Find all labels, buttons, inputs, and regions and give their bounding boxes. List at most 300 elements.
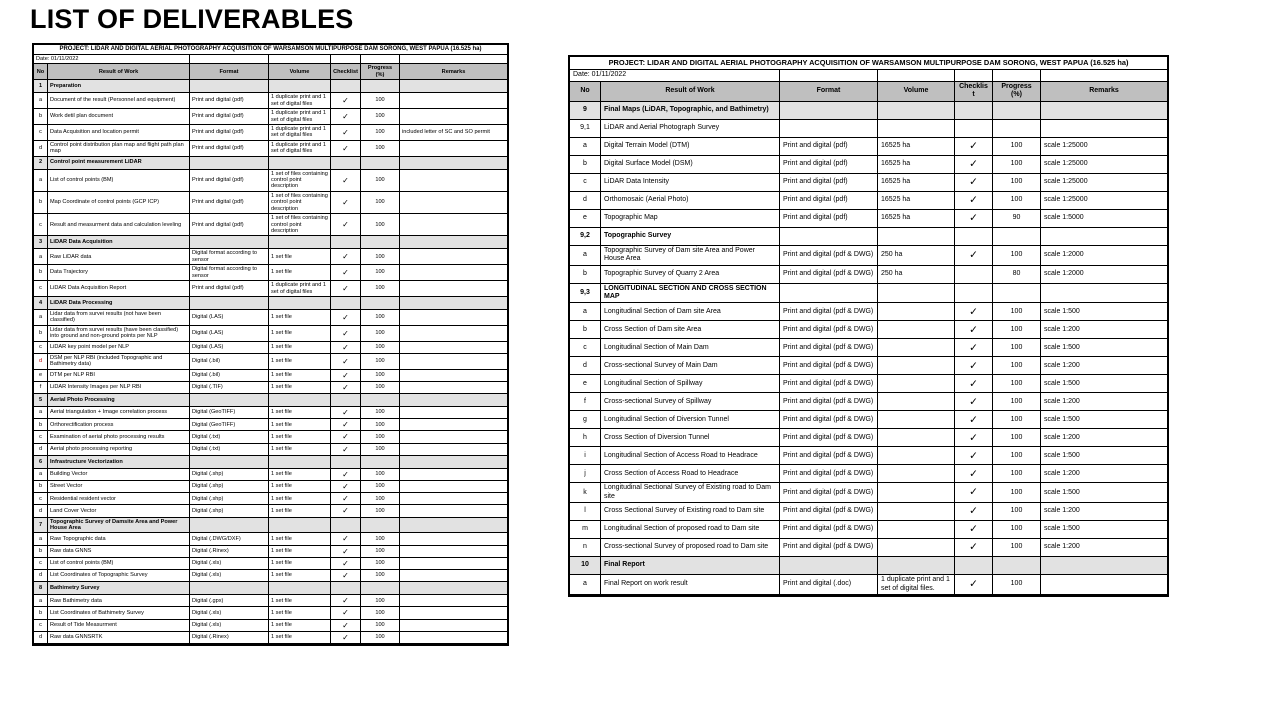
cell-volume: 250 ha [878, 246, 955, 266]
cell-volume: 1 set of files containing control point description [269, 192, 331, 214]
cell-progress: 100 [993, 521, 1041, 539]
cell-volume: 1 set file [269, 481, 331, 493]
cell-volume: 1 set file [269, 265, 331, 281]
cell-no: a [34, 310, 48, 326]
table-row [34, 407, 507, 419]
table-row [570, 411, 1167, 429]
cell-volume: 1 duplicate print and 1 set of digital files [269, 141, 331, 157]
table-row [34, 382, 507, 394]
cell-progress: 100 [993, 503, 1041, 521]
cell-remarks [400, 493, 507, 505]
date-spacer-cell [361, 55, 400, 64]
cell-no: a [34, 249, 48, 265]
cell-volume [878, 375, 955, 393]
cell-result-of-work: Result of Tide Measurment [48, 620, 190, 632]
cell-empty [331, 297, 361, 310]
cell-empty [1041, 102, 1167, 120]
cell-remarks [400, 431, 507, 443]
table-row [34, 192, 507, 214]
cell-no: 7 [34, 518, 48, 534]
date-spacer-cell [955, 70, 993, 82]
cell-empty [400, 80, 507, 93]
checkmark-icon: ✓ [955, 429, 993, 447]
checkmark-icon: ✓ [331, 444, 361, 456]
checkmark-icon: ✓ [331, 431, 361, 443]
cell-volume [878, 357, 955, 375]
checkmark-icon: ✓ [331, 407, 361, 419]
cell-format: Print and digital (pdf & DWG) [780, 339, 878, 357]
table-row [570, 483, 1167, 503]
cell-empty [780, 120, 878, 138]
cell-format: Print and digital (pdf & DWG) [780, 539, 878, 557]
checkmark-icon: ✓ [955, 321, 993, 339]
cell-no: a [34, 533, 48, 545]
cell-no: 6 [34, 456, 48, 469]
cell-remarks [400, 595, 507, 607]
cell-no: 4 [34, 297, 48, 310]
cell-no: c [34, 125, 48, 141]
cell-no: b [34, 607, 48, 619]
cell-progress: 100 [993, 357, 1041, 375]
cell-empty [878, 120, 955, 138]
cell-section-title: Final Report [601, 557, 780, 575]
cell-no: i [570, 447, 601, 465]
cell-no: c [34, 620, 48, 632]
cell-empty [780, 557, 878, 575]
table-row [570, 339, 1167, 357]
cell-empty [269, 157, 331, 170]
table-row [570, 521, 1167, 539]
table-row [34, 394, 507, 407]
checkmark-icon: ✓ [331, 533, 361, 545]
cell-volume: 16525 ha [878, 192, 955, 210]
cell-remarks [400, 354, 507, 370]
checkmark-icon: ✓ [331, 607, 361, 619]
cell-progress: 100 [361, 469, 400, 481]
cell-remarks [400, 607, 507, 619]
deliverables-table-page2 [568, 55, 1169, 597]
cell-format: Print and digital (pdf) [190, 170, 269, 192]
cell-progress: 100 [993, 465, 1041, 483]
cell-result-of-work: List Coordinates of Bathimetry Survey [48, 607, 190, 619]
cell-empty [993, 557, 1041, 575]
cell-progress: 100 [361, 370, 400, 382]
cell-remarks: scale 1:25000 [1041, 192, 1167, 210]
table-row [34, 281, 507, 297]
cell-volume: 16525 ha [878, 174, 955, 192]
date-spacer-cell [1041, 70, 1167, 82]
cell-volume: 1 set file [269, 632, 331, 644]
cell-format: Print and digital (pdf & DWG) [780, 246, 878, 266]
cell-result-of-work: Work detil plan document [48, 109, 190, 125]
cell-no: 9,2 [570, 228, 601, 246]
cell-progress: 100 [361, 281, 400, 297]
cell-empty [269, 236, 331, 249]
cell-result-of-work: DSM per NLP RBI (included Topographic and Bathimetry data) [48, 354, 190, 370]
cell-format: Digital format according to sensor [190, 265, 269, 281]
cell-progress: 100 [993, 429, 1041, 447]
column-header: Volume [269, 64, 331, 80]
cell-empty [955, 120, 993, 138]
cell-no: b [34, 546, 48, 558]
cell-format: Digital (.shp) [190, 493, 269, 505]
table-row [34, 297, 507, 310]
cell-format: Print and digital (pdf) [780, 174, 878, 192]
cell-result-of-work: Document of the result (Personnel and equipment) [48, 93, 190, 109]
cell-empty [955, 284, 993, 304]
cell-progress: 80 [993, 266, 1041, 284]
cell-result-of-work: Aerial photo processing reporting [48, 444, 190, 456]
cell-section-title: Aerial Photo Processing [48, 394, 190, 407]
cell-empty [780, 284, 878, 304]
column-header: Remarks [1041, 82, 1167, 102]
cell-result-of-work: LiDAR key point model per NLP [48, 342, 190, 354]
cell-progress: 100 [361, 170, 400, 192]
cell-result-of-work: Topographic Map [601, 210, 780, 228]
cell-volume: 1 set file [269, 469, 331, 481]
cell-no: c [34, 281, 48, 297]
cell-no: d [34, 505, 48, 517]
cell-no: b [34, 109, 48, 125]
cell-no: n [570, 539, 601, 557]
cell-no: e [570, 375, 601, 393]
cell-volume: 1 set of files containing control point description [269, 170, 331, 192]
cell-progress: 100 [361, 109, 400, 125]
cell-empty [331, 456, 361, 469]
date-label: Date: 01/11/2022 [34, 55, 190, 64]
cell-format: Print and digital (pdf) [780, 210, 878, 228]
checkmark-icon: ✓ [331, 310, 361, 326]
cell-format: Digital (.txt) [190, 431, 269, 443]
cell-remarks: scale 1:25000 [1041, 156, 1167, 174]
cell-empty [190, 518, 269, 534]
column-header: Result of Work [48, 64, 190, 80]
cell-no: e [34, 370, 48, 382]
cell-format: Digital (.xls) [190, 570, 269, 582]
checkmark-icon: ✓ [955, 575, 993, 595]
cell-no: l [570, 503, 601, 521]
checkmark-icon: ✓ [955, 503, 993, 521]
cell-empty [780, 228, 878, 246]
table-row [34, 265, 507, 281]
cell-progress: 100 [993, 192, 1041, 210]
cell-no: a [570, 575, 601, 595]
cell-format: Digital (.shp) [190, 469, 269, 481]
cell-volume [878, 321, 955, 339]
cell-no: a [34, 595, 48, 607]
cell-format: Digital (.DWG/DXF) [190, 533, 269, 545]
checkmark-icon: ✓ [331, 570, 361, 582]
cell-empty [400, 157, 507, 170]
date-spacer-cell [331, 55, 361, 64]
cell-volume [878, 483, 955, 503]
cell-progress: 100 [361, 481, 400, 493]
cell-result-of-work: Aerial triangulation + Image correlation process [48, 407, 190, 419]
cell-result-of-work: Lidar data from survei results (have been classified) into ground and non-ground points per NLP [48, 326, 190, 342]
cell-empty [1041, 284, 1167, 304]
checkmark-icon: ✓ [331, 419, 361, 431]
cell-no: c [34, 431, 48, 443]
cell-result-of-work: Examination of aerial photo processing results [48, 431, 190, 443]
cell-progress: 100 [361, 431, 400, 443]
cell-format: Print and digital (pdf & DWG) [780, 393, 878, 411]
cell-result-of-work: Digital Terrain Model (DTM) [601, 138, 780, 156]
table-row [34, 45, 507, 55]
cell-no: a [34, 407, 48, 419]
cell-empty [269, 456, 331, 469]
table-row [34, 125, 507, 141]
cell-volume: 1 set of files containing control point description [269, 214, 331, 236]
cell-no: m [570, 521, 601, 539]
checkmark-icon: ✓ [331, 469, 361, 481]
cell-remarks [400, 214, 507, 236]
cell-result-of-work: Map Coordinate of control points (GCP ICP) [48, 192, 190, 214]
cell-volume: 1 set file [269, 558, 331, 570]
table-row [34, 469, 507, 481]
cell-progress: 100 [361, 342, 400, 354]
checkmark-icon: ✓ [331, 505, 361, 517]
cell-volume: 1 set file [269, 326, 331, 342]
cell-format: Digital (.xls) [190, 620, 269, 632]
cell-no: a [34, 93, 48, 109]
cell-result-of-work: Cross-sectional Survey of proposed road to Dam site [601, 539, 780, 557]
cell-empty [361, 582, 400, 595]
checkmark-icon: ✓ [955, 375, 993, 393]
cell-remarks [400, 481, 507, 493]
cell-result-of-work: Raw Topographic data [48, 533, 190, 545]
cell-progress: 100 [361, 546, 400, 558]
table-row [34, 249, 507, 265]
checkmark-icon: ✓ [955, 447, 993, 465]
cell-result-of-work: Longitudinal Sectional Survey of Existing road to Dam site [601, 483, 780, 503]
cell-result-of-work: Raw LiDAR data [48, 249, 190, 265]
cell-volume: 1 set file [269, 493, 331, 505]
table-row [570, 447, 1167, 465]
table-row [34, 493, 507, 505]
table-row [34, 55, 507, 64]
cell-format: Digital (.Rinex) [190, 632, 269, 644]
cell-format: Print and digital (pdf) [190, 109, 269, 125]
cell-remarks [400, 570, 507, 582]
cell-empty [400, 456, 507, 469]
cell-format: Print and digital (pdf) [190, 192, 269, 214]
table-row [34, 93, 507, 109]
table-row [34, 505, 507, 517]
column-header: Format [190, 64, 269, 80]
cell-volume: 16525 ha [878, 156, 955, 174]
table-row [34, 481, 507, 493]
table-row [570, 246, 1167, 266]
cell-progress: 100 [993, 156, 1041, 174]
checkmark-icon: ✓ [331, 192, 361, 214]
table-row [34, 546, 507, 558]
cell-format: Digital (.xls) [190, 558, 269, 570]
cell-empty [1041, 120, 1167, 138]
cell-format: Print and digital (pdf) [190, 93, 269, 109]
cell-format: Print and digital (pdf) [190, 214, 269, 236]
cell-no: 1 [34, 80, 48, 93]
cell-progress: 100 [993, 321, 1041, 339]
checkmark-icon: ✓ [331, 370, 361, 382]
checkmark-icon: ✓ [331, 354, 361, 370]
cell-empty [269, 518, 331, 534]
cell-remarks [400, 546, 507, 558]
table-row [570, 429, 1167, 447]
cell-no: 10 [570, 557, 601, 575]
cell-section-title: LiDAR Data Acquisition [48, 236, 190, 249]
date-spacer-cell [780, 70, 878, 82]
cell-result-of-work: Longitudinal Section of Access Road to Headrace [601, 447, 780, 465]
table-row [34, 141, 507, 157]
checkmark-icon: ✓ [331, 382, 361, 394]
cell-result-of-work: DTM per NLP RBI [48, 370, 190, 382]
cell-format: Print and digital (pdf) [780, 192, 878, 210]
cell-remarks [400, 533, 507, 545]
column-header: No [570, 82, 601, 102]
cell-progress: 100 [361, 558, 400, 570]
table-row [34, 582, 507, 595]
cell-progress: 100 [361, 326, 400, 342]
cell-volume: 1 set file [269, 370, 331, 382]
cell-remarks [400, 558, 507, 570]
cell-progress: 100 [361, 620, 400, 632]
date-label: Date: 01/11/2022 [570, 70, 780, 82]
cell-remarks: scale 1:500 [1041, 521, 1167, 539]
cell-format: Print and digital (pdf) [190, 281, 269, 297]
cell-empty [955, 102, 993, 120]
cell-empty [331, 582, 361, 595]
cell-empty [993, 102, 1041, 120]
table-row [34, 518, 507, 534]
cell-empty [190, 157, 269, 170]
checkmark-icon: ✓ [955, 539, 993, 557]
cell-no: 9 [570, 102, 601, 120]
checkmark-icon: ✓ [331, 141, 361, 157]
cell-no: a [34, 469, 48, 481]
cell-progress: 100 [993, 246, 1041, 266]
cell-remarks [400, 469, 507, 481]
cell-volume: 1 set file [269, 533, 331, 545]
cell-remarks [400, 632, 507, 644]
table-row [570, 228, 1167, 246]
cell-no: d [34, 141, 48, 157]
cell-remarks: scale 1:500 [1041, 303, 1167, 321]
cell-volume: 1 set file [269, 595, 331, 607]
table-row [570, 57, 1167, 70]
cell-section-title: LONGITUDINAL SECTION AND CROSS SECTION MAP [601, 284, 780, 304]
cell-remarks [400, 382, 507, 394]
checkmark-icon: ✓ [955, 210, 993, 228]
checkmark-icon: ✓ [331, 632, 361, 644]
cell-no: 9,1 [570, 120, 601, 138]
checkmark-icon: ✓ [331, 281, 361, 297]
cell-empty [331, 80, 361, 93]
cell-volume: 1 set file [269, 444, 331, 456]
cell-empty [361, 297, 400, 310]
column-header: Result of Work [601, 82, 780, 102]
cell-format: Print and digital (pdf & DWG) [780, 303, 878, 321]
cell-result-of-work: Raw data GNNSRTK [48, 632, 190, 644]
table-row [34, 607, 507, 619]
cell-result-of-work: Digital Surface Model (DSM) [601, 156, 780, 174]
cell-result-of-work: Topographic Survey of Quarry 2 Area [601, 266, 780, 284]
table-row [570, 120, 1167, 138]
cell-volume: 1 set file [269, 249, 331, 265]
checkmark-icon: ✓ [955, 521, 993, 539]
table-row [34, 157, 507, 170]
cell-empty [993, 120, 1041, 138]
cell-progress: 100 [361, 265, 400, 281]
cell-progress: 100 [993, 539, 1041, 557]
date-spacer-cell [269, 55, 331, 64]
cell-format: Print and digital (pdf & DWG) [780, 429, 878, 447]
cell-empty [361, 236, 400, 249]
cell-result-of-work: LiDAR Data Acquisition Report [48, 281, 190, 297]
cell-progress: 90 [993, 210, 1041, 228]
cell-volume: 1 set file [269, 570, 331, 582]
checkmark-icon: ✓ [331, 558, 361, 570]
cell-result-of-work: Cross Section of Dam site Area [601, 321, 780, 339]
cell-remarks: included letter of SC and SO permit [400, 125, 507, 141]
cell-remarks [400, 109, 507, 125]
cell-section-title: Control point measurement LiDAR [48, 157, 190, 170]
cell-format: Print and digital (pdf & DWG) [780, 266, 878, 284]
checkmark-icon: ✓ [955, 174, 993, 192]
cell-format: Digital (GeoTIFF) [190, 419, 269, 431]
cell-remarks [1041, 575, 1167, 595]
cell-progress: 100 [361, 141, 400, 157]
cell-progress: 100 [361, 607, 400, 619]
cell-remarks [400, 141, 507, 157]
cell-progress: 100 [361, 407, 400, 419]
cell-volume: 1 duplicate print and 1 set of digital files [269, 281, 331, 297]
cell-format: Print and digital (.doc) [780, 575, 878, 595]
cell-volume [878, 411, 955, 429]
cell-format: Digital (LAS) [190, 310, 269, 326]
cell-no: b [34, 481, 48, 493]
cell-format: Digital (.TIF) [190, 382, 269, 394]
cell-no: b [34, 419, 48, 431]
cell-volume: 1 set file [269, 505, 331, 517]
cell-empty [878, 102, 955, 120]
cell-no: d [34, 444, 48, 456]
checkmark-icon: ✓ [331, 595, 361, 607]
cell-remarks [400, 326, 507, 342]
cell-empty [361, 394, 400, 407]
cell-result-of-work: Cross Section of Access Road to Headrace [601, 465, 780, 483]
cell-volume: 1 set file [269, 310, 331, 326]
checkmark-icon: ✓ [955, 246, 993, 266]
cell-empty [993, 228, 1041, 246]
cell-volume [878, 521, 955, 539]
cell-empty [878, 557, 955, 575]
cell-no: b [34, 326, 48, 342]
cell-format: Digital (GeoTIFF) [190, 407, 269, 419]
cell-remarks: scale 1:200 [1041, 539, 1167, 557]
cell-empty [361, 518, 400, 534]
cell-result-of-work: LiDAR Data Intensity [601, 174, 780, 192]
cell-format: Print and digital (pdf & DWG) [780, 321, 878, 339]
cell-volume: 1 set file [269, 342, 331, 354]
checkmark-icon: ✓ [955, 339, 993, 357]
cell-remarks [400, 620, 507, 632]
table-row [34, 354, 507, 370]
checkmark-icon: ✓ [955, 303, 993, 321]
column-header: Checklist [331, 64, 361, 80]
cell-remarks: scale 1:25000 [1041, 174, 1167, 192]
cell-no: a [570, 303, 601, 321]
cell-remarks [400, 444, 507, 456]
